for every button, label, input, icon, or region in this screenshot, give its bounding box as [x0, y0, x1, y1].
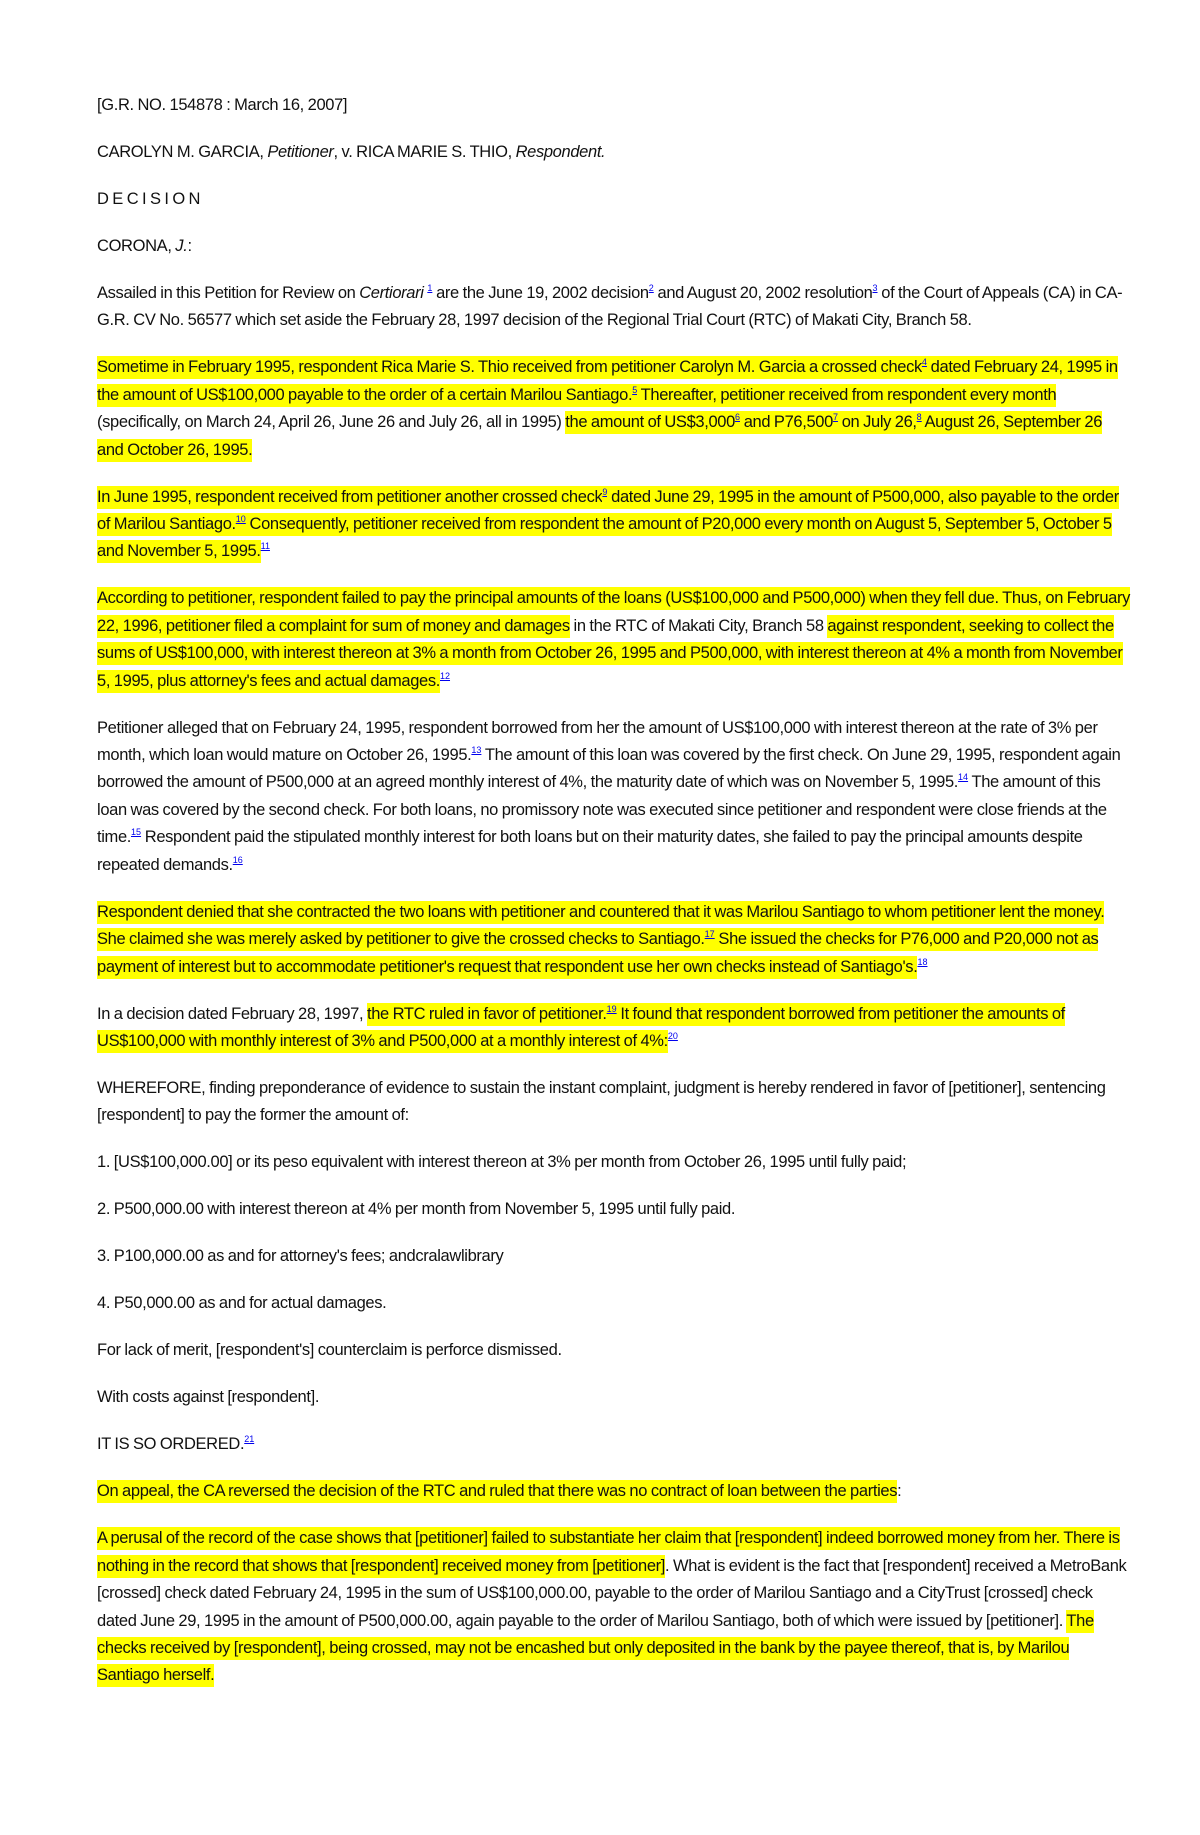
highlighted-text: on July 26, [838, 411, 917, 434]
text-segment: CORONA, [97, 237, 176, 255]
footnote [261, 542, 270, 560]
text-segment: . What is evident is the fact that [respondent] received a MetroBank [crossed] check dated February 24, 1995 in the sum of US$100,000.00, payable to the order of Marilou Santiago and a CityTrust [crossed] check dated June 29, 1995 in the amount of P500,000.00, again payable to the order of Marilou Santiago, both of which were issued by [petitioner]. [97, 1556, 1127, 1630]
paragraph [97, 1337, 1132, 1364]
paragraph [97, 1243, 1132, 1270]
text-segment: of the Court of Appeals (CA) in CA-G.R. CV No. 56577 which set aside the February 28, 1997 decision of the Regional Trial Court (RTC) of Makati City, Branch 58. [97, 284, 1123, 330]
highlighted-footnote [236, 513, 246, 536]
footnote-link[interactable]: 6 [734, 412, 740, 423]
text-segment: CAROLYN M. GARCIA, [97, 143, 268, 161]
footnote-link[interactable]: 14 [958, 772, 969, 783]
highlighted-text: The checks received by [respondent], being crossed, may not be encashed but only deposited in the bank by the payee thereof, that is, by Marilou Santiago herself. [97, 1610, 1094, 1688]
highlighted-text: In June 1995, respondent received from petitioner another crossed check [97, 486, 602, 509]
text-segment: 1. [US$100,000.00] or its peso equivalent with interest thereon at 3% per month from October 26, 1995 until fully paid; [97, 1153, 907, 1172]
text-segment: The amount of this loan was covered by the first check. On June 29, 1995, respondent again borrowed the amount of P500,000 at an agreed monthly interest of 4%, the maturity date of which was on November 5, 1995. [97, 746, 1121, 792]
footnote-link[interactable]: 7 [832, 412, 838, 423]
footnote-link[interactable]: 5 [632, 384, 638, 395]
footnote [244, 1435, 254, 1453]
text-segment: J. [175, 237, 188, 255]
text-segment: In a decision dated February 28, 1997, [97, 1004, 367, 1023]
text-segment: 3. P100,000.00 as and for attorney's fees; andcralawlibrary [97, 1247, 504, 1266]
highlighted-text: Consequently, petitioner received from respondent the amount of P20,000 every month on August 5, September 5, October 5 and November 5, 1995. [97, 513, 1112, 563]
text-segment: The amount of this loan was covered by the second check. For both loans, no promissory note was executed since petitioner and respondent were close friends at the time. [97, 773, 1107, 847]
highlighted-text: the RTC ruled in favor of petitioner. [367, 1003, 607, 1026]
paragraph [97, 1149, 1132, 1176]
text-segment: Petitioner alleged that on February 24, 1995, respondent borrowed from her the amount of US$100,000 with interest thereon at the rate of 3% per month, which loan would mature on October 26, 1995. [97, 718, 1098, 765]
paragraph [97, 1001, 1132, 1056]
footnote-link[interactable]: 13 [471, 745, 482, 756]
highlighted-text: dated February 24, 1995 in the amount of US$100,000 payable to the order of a certain Marilou Santiago. [97, 356, 1118, 406]
footnote-link[interactable]: 21 [244, 1434, 255, 1445]
highlighted-text: dated June 29, 1995 in the amount of P500,000, also payable to the order of Marilou Santiago. [97, 486, 1119, 536]
footnote-link[interactable]: 16 [232, 854, 243, 865]
footnote-link[interactable]: 4 [921, 357, 927, 368]
paragraph [97, 1384, 1132, 1411]
text-segment: Petitioner [267, 143, 334, 161]
footnote-link[interactable]: 19 [606, 1003, 617, 1014]
footnote-link[interactable]: 10 [235, 514, 246, 525]
footnote-link[interactable]: 18 [917, 956, 928, 967]
footnote-link[interactable]: 20 [667, 1030, 678, 1041]
text-segment: are the June 19, 2002 decision [432, 284, 649, 302]
text-segment: : [897, 1482, 902, 1501]
footnote-link[interactable]: 11 [260, 541, 270, 552]
footnote-link[interactable]: 9 [602, 486, 608, 497]
footnote [471, 746, 481, 764]
paragraph [97, 715, 1132, 879]
paragraph [97, 1525, 1132, 1689]
text-segment: For lack of merit, [respondent's] counterclaim is perforce dismissed. [97, 1341, 562, 1360]
highlighted-text: the amount of US$3,000 [565, 411, 735, 434]
text-segment: 4. P50,000.00 as and for actual damages. [97, 1294, 387, 1313]
highlighted-text: Thereafter, petitioner received from respondent every month [637, 384, 1056, 407]
footnote [958, 773, 968, 791]
paragraph [97, 139, 1132, 166]
footnote-link[interactable]: 8 [916, 412, 922, 423]
text-segment: , v. RICA MARIE S. THIO, [333, 143, 516, 161]
text-segment: and August 20, 2002 resolution [653, 284, 873, 302]
footnote [668, 1032, 678, 1050]
text-segment: : [187, 237, 192, 255]
highlighted-text: August 26, September 26 and October 26, 1995. [97, 411, 1102, 461]
highlighted-text: On appeal, the CA reversed the decision of the RTC and ruled that there was no contract of loan between the parties [97, 1480, 897, 1503]
text-segment: D E C I S I O N [97, 190, 201, 208]
text-segment: Respondent. [515, 143, 606, 161]
text-segment: 2. P500,000.00 with interest thereon at 4% per month from November 5, 1995 until fully paid. [97, 1200, 736, 1219]
paragraph [97, 899, 1132, 981]
text-segment: WHEREFORE, finding preponderance of evidence to sustain the instant complaint, judgment is hereby rendered in favor of [petitioner], sentencing [respondent] to pay the former the amount of: [97, 1078, 1106, 1125]
paragraph [97, 1075, 1132, 1130]
text-segment: in the RTC of Makati City, Branch 58 [569, 616, 828, 635]
text-segment: [G.R. NO. 154878 : March 16, 2007] [97, 96, 348, 114]
footnote-link[interactable]: 1 [427, 283, 433, 293]
paragraph [97, 1196, 1132, 1223]
highlighted-footnote [705, 928, 715, 951]
highlighted-text: Sometime in February 1995, respondent Rica Marie S. Thio received from petitioner Carolyn M. Garcia a crossed check [97, 356, 922, 379]
highlighted-footnote [917, 411, 922, 434]
highlighted-footnote [607, 1003, 617, 1026]
paragraph [97, 92, 1132, 119]
highlighted-text: against respondent, seeking to collect the sums of US$100,000, with interest thereon at 3% a month from October 26, 1995 and P500,000, with interest thereon at 4% a month from November 5, 1995, plus attorney's fees and actual damages. [97, 615, 1123, 693]
footnote [440, 672, 450, 690]
footnote [917, 958, 927, 976]
highlighted-text: According to petitioner, respondent failed to pay the principal amounts of the loans (US$100,000 and P500,000) when they fell due. Thus, on February 22, 1996, petitioner filed a complaint for sum of money and damages [97, 587, 1130, 637]
paragraph [97, 233, 1132, 260]
footnote [131, 828, 141, 846]
paragraph [97, 484, 1132, 566]
highlighted-text: A perusal of the record of the case shows that [petitioner] failed to substantiate her claim that [respondent] indeed borrowed money from her. There is nothing in the record that shows that [respondent] received money from [petitioner] [97, 1527, 1120, 1577]
paragraph [97, 1431, 1132, 1458]
decision-document [97, 92, 1132, 1709]
footnote-link[interactable]: 3 [872, 283, 878, 293]
highlighted-text: Respondent denied that she contracted the two loans with petitioner and countered that it was Marilou Santiago to whom petitioner lent the money. She claimed she was merely asked by petitioner to give the crossed checks to Santiago. [97, 901, 1104, 951]
paragraph [97, 280, 1132, 335]
text-segment: Respondent paid the stipulated monthly interest for both loans but on their maturity dates, she failed to pay the principal amounts despite repeated demands. [97, 828, 1083, 874]
highlighted-text: She issued the checks for P76,000 and P20,000 not as payment of interest but to accommodate petitioner's request that respondent use her own checks instead of Santiago's. [97, 928, 1098, 978]
footnote-link[interactable]: 2 [648, 283, 654, 293]
footnote-link[interactable]: 17 [704, 929, 715, 940]
text-segment: With costs against [respondent]. [97, 1388, 320, 1407]
paragraph [97, 186, 1132, 213]
paragraph [97, 585, 1132, 695]
paragraph [97, 354, 1132, 464]
text-segment: Certiorari [359, 284, 424, 302]
text-segment: Assailed in this Petition for Review on [97, 284, 360, 302]
footnote-link[interactable]: 15 [131, 827, 142, 838]
footnote-link[interactable]: 12 [440, 670, 451, 681]
paragraph [97, 1478, 1132, 1505]
text-segment: (specifically, on March 24, April 26, June 26 and July 26, all in 1995) [97, 413, 566, 432]
paragraph [97, 1290, 1132, 1317]
text-segment: IT IS SO ORDERED. [97, 1435, 245, 1454]
highlighted-text: It found that respondent borrowed from petitioner the amounts of US$100,000 with monthly interest of 3% and P500,000 at a monthly interest of 4%: [97, 1003, 1065, 1053]
footnote [233, 856, 243, 874]
highlighted-text: and P76,500 [740, 411, 833, 434]
